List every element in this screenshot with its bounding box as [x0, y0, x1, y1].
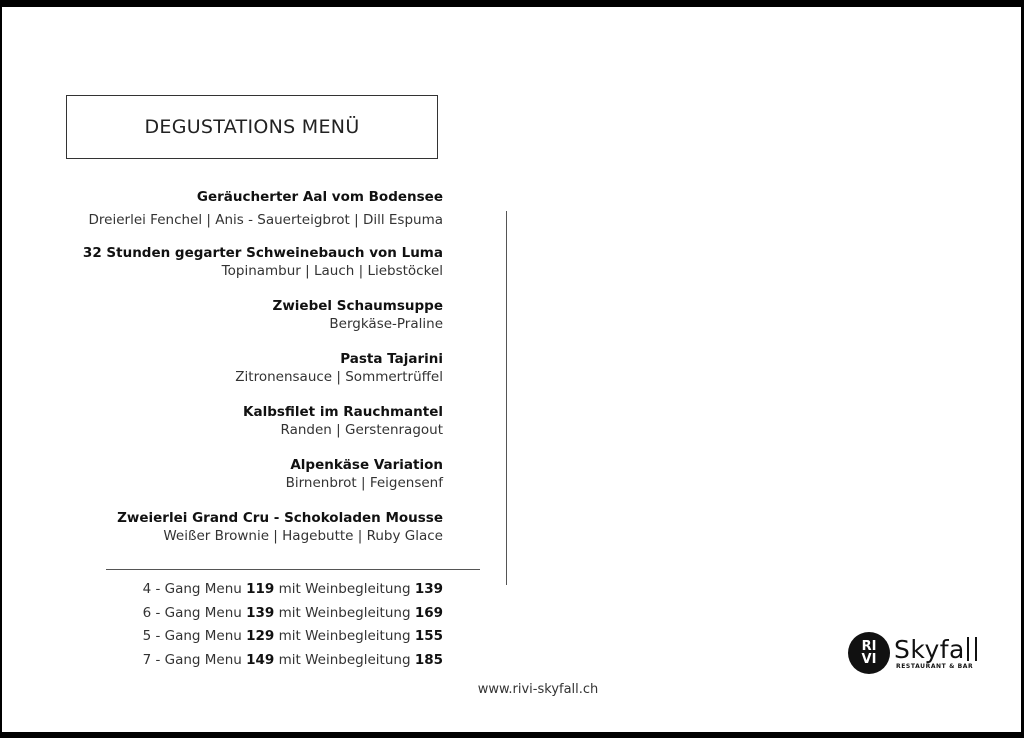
price-list — [23, 578, 443, 672]
vertical-divider — [506, 211, 507, 585]
course-name: Alpenkäse Variation — [290, 457, 443, 473]
menu-title: DEGUSTATIONS MENÜ — [144, 116, 360, 138]
gang-label: 4 - Gang Menu — [142, 581, 242, 597]
wine-label: mit Weinbegleitung — [278, 628, 411, 644]
price-row — [23, 602, 443, 626]
wine-label: mit Weinbegleitung — [278, 651, 411, 668]
logo-text — [894, 634, 977, 670]
course-description: Zitronensauce | Sommertrüffel — [235, 369, 443, 385]
logo-word: Skyfa — [894, 634, 965, 664]
logo-monogram-bottom: VI — [861, 652, 877, 667]
gang-label: 7 - Gang Menu — [142, 651, 242, 668]
course-list — [0, 188, 443, 545]
course-item — [0, 297, 443, 333]
course-name: Geräucherter Aal vom Bodensee — [196, 189, 443, 205]
course-item — [0, 509, 443, 545]
horizontal-divider — [106, 569, 480, 570]
restaurant-logo — [848, 632, 977, 674]
gang-label: 6 - Gang Menu — [142, 604, 242, 621]
wine-price: 139 — [414, 581, 443, 597]
course-name: Zwiebel Schaumsuppe — [272, 298, 443, 314]
logo-bars-icon — [967, 637, 977, 661]
course-name: 32 Stunden gegarter Schweinebauch von Luma — [82, 245, 443, 261]
course-item — [0, 456, 443, 492]
course-name: Pasta Tajarini — [340, 351, 443, 367]
logo-wordmark — [894, 634, 977, 664]
course-name: Kalbsfilet im Rauchmantel — [243, 404, 443, 420]
menu-price: 129 — [246, 628, 275, 644]
wine-price: 169 — [414, 604, 443, 621]
gang-label: 5 - Gang Menu — [142, 628, 242, 644]
course-description: Dreierlei Fenchel | Anis - Sauerteigbrot | Dill Espuma — [88, 212, 443, 228]
wine-price: 185 — [414, 651, 443, 668]
logo-subtitle: RESTAURANT & BAR — [896, 662, 974, 670]
course-description: Randen | Gerstenragout — [280, 422, 443, 438]
website-link[interactable]: www.rivi-skyfall.ch — [477, 682, 599, 697]
price-row — [23, 649, 443, 673]
price-row — [23, 625, 443, 649]
course-description: Topinambur | Lauch | Liebstöckel — [221, 263, 443, 279]
course-description: Birnenbrot | Feigensenf — [285, 475, 443, 491]
course-item — [0, 244, 443, 280]
course-description: Weißer Brownie | Hagebutte | Ruby Glace — [163, 528, 443, 544]
wine-label: mit Weinbegleitung — [278, 604, 411, 621]
course-item — [0, 188, 443, 229]
course-description: Bergkäse-Praline — [329, 316, 443, 332]
logo-monogram — [848, 632, 890, 674]
course-item — [0, 350, 443, 386]
menu-title-box — [66, 95, 438, 159]
wine-label: mit Weinbegleitung — [278, 581, 411, 597]
wine-price: 155 — [414, 628, 443, 644]
menu-price: 139 — [246, 604, 275, 621]
logo-monogram-top: RI — [861, 639, 877, 654]
price-row — [23, 578, 443, 602]
course-name: Zweierlei Grand Cru - Schokoladen Mousse — [117, 510, 443, 526]
course-item — [0, 403, 443, 439]
menu-price: 149 — [246, 651, 275, 668]
menu-price: 119 — [246, 581, 275, 597]
